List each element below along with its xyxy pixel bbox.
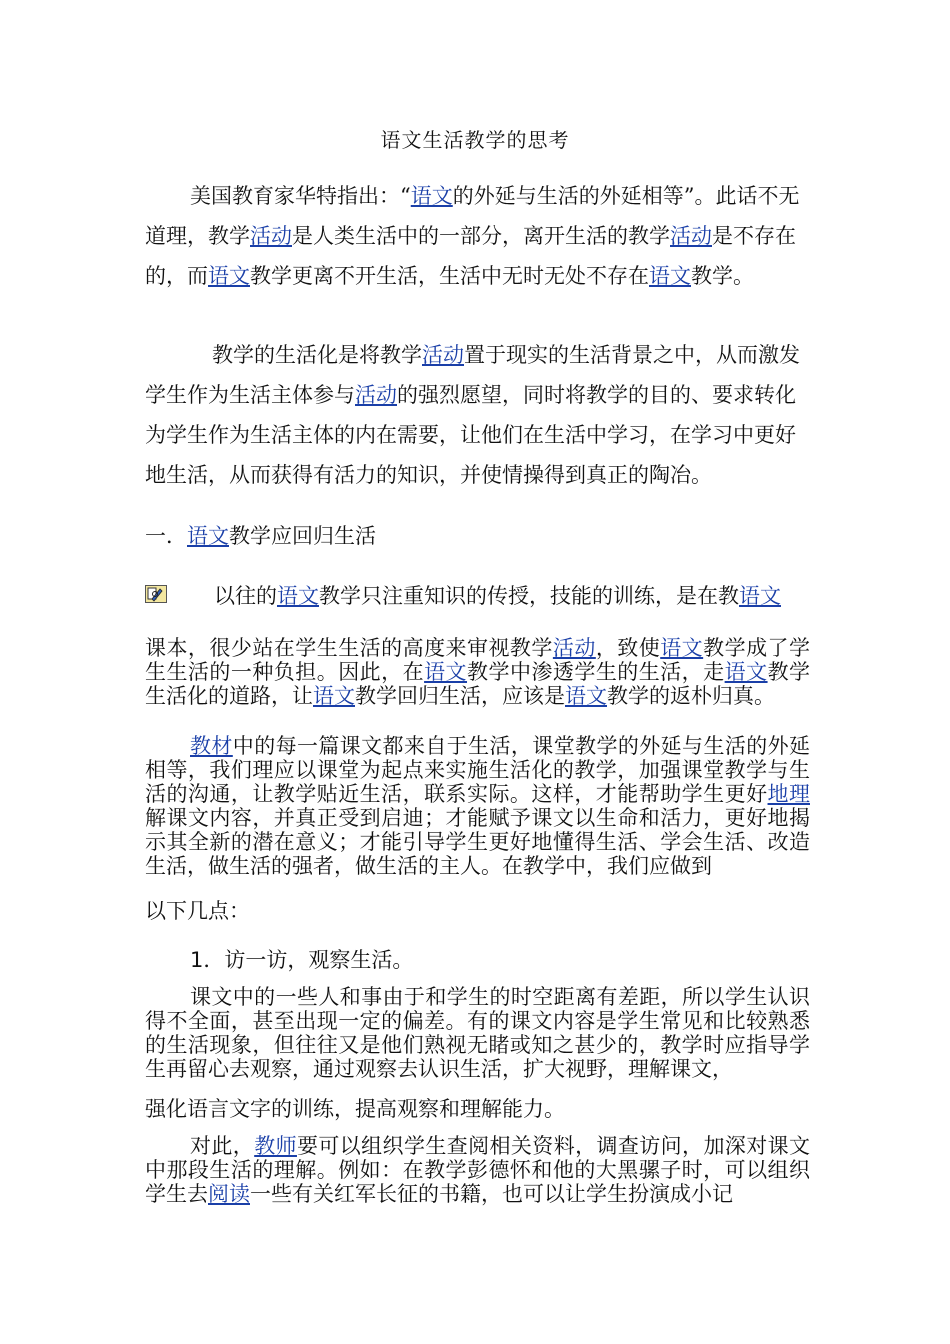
link-huodong[interactable]: 活动 [670, 224, 712, 248]
paragraph-textbook [145, 734, 810, 878]
paragraph-observe-end: 强化语言文字的训练，提高观察和理解能力。 [145, 1097, 565, 1121]
link-yuedu[interactable]: 阅读 [208, 1182, 250, 1206]
text-span: 一些有关红军长征的书籍，也可以让学生扮演成小记 [250, 1182, 733, 1206]
heading-number: 1 [190, 948, 204, 972]
link-jiaocai[interactable]: 教材 [190, 734, 233, 758]
text-span: 教学的返朴归真。 [607, 684, 775, 708]
link-huodong[interactable]: 活动 [422, 343, 464, 367]
link-yuwen[interactable]: 语文 [565, 684, 607, 708]
heading-number: 一． [145, 524, 187, 548]
paragraph-past-teaching-first-line [214, 579, 781, 613]
heading-text: ．访一访，观察生活。 [203, 948, 414, 972]
text-span: 的外延与生活的外延相等”。此话不无道理，教学 [145, 184, 800, 248]
pen-icon [146, 586, 166, 602]
link-huodong[interactable]: 活动 [355, 383, 397, 407]
text-span: 课本，很少站在学生生活的高度来审视教学 [145, 636, 553, 660]
text-span: 教学更离不开生活，生活中无时无处不存在 [250, 264, 649, 288]
text-span: 教学回归生活，应该是 [355, 684, 565, 708]
text-span: 教学中渗透学生的生活，走 [467, 660, 725, 684]
text-span: ，致使 [595, 636, 661, 660]
text-span: 解课文内容，并真正受到启迪；才能赋予课文以生命和活力，更好地揭示其全新的潜在意义；才能引导学生更好地懂得生活、学会生活、改造生活，做生活的强者，做生活的主人。在教学中，我们应做到 [145, 806, 810, 878]
link-yuwen[interactable]: 语文 [724, 660, 768, 684]
text-span: 要可以组织学生查阅相关资料，调查访问，加深对课文中那段生活的理解。例如：在教学彭德怀和他的大黑骡子时，可以组织学生去 [145, 1134, 811, 1206]
link-dili[interactable]: 地理 [767, 782, 810, 806]
text-span: 是人类生活中的一部分，离开生活的教学 [292, 224, 670, 248]
paragraph-example [145, 1134, 810, 1206]
link-yuwen[interactable]: 语文 [424, 660, 468, 684]
document-title: 语文生活教学的思考 [380, 128, 570, 152]
text-span: 教学成了学生生活的一种负担。因此，在 [145, 636, 811, 684]
paragraph-past-teaching [145, 636, 810, 708]
text-span: 教学只注重知识的传授，技能的训练，是在教 [319, 584, 739, 608]
link-yuwen[interactable]: 语文 [660, 636, 704, 660]
embedded-object-icon[interactable] [145, 585, 167, 603]
text-span: 教学。 [691, 264, 754, 288]
link-huodong[interactable]: 活动 [552, 636, 596, 660]
paragraph-life-teaching [145, 335, 810, 495]
text-span: 中的每一篇课文都来自于生活，课堂教学的外延与生活的外延相等，我们理应以课堂为起点来实施生活化的教学，加强课堂教学与生活的沟通，让教学贴近生活，联系实际。这样，才能帮助学生更好 [145, 734, 811, 806]
link-yuwen[interactable]: 语文 [313, 684, 355, 708]
text-span: 美国教育家华特指出：“ [190, 184, 411, 208]
link-yuwen[interactable]: 语文 [208, 264, 250, 288]
text-span: 以往的 [214, 584, 277, 608]
text-span: 教学生活化的道路，让 [145, 660, 811, 708]
text-span: 的强烈愿望，同时将教学的目的、要求转化为学生作为生活主体的内在需要，让他们在生活中学习，在学习中更好地生活，从而获得有活力的知识，并使情操得到真正的陶冶。 [145, 383, 796, 487]
heading-text: 教学应回归生活 [229, 524, 376, 548]
link-yuwen[interactable]: 语文 [410, 184, 453, 208]
link-yuwen[interactable]: 语文 [277, 584, 319, 608]
section-heading-2 [190, 944, 413, 976]
link-yuwen[interactable]: 语文 [739, 584, 781, 608]
text-span: 是不存在的，而 [145, 224, 796, 288]
link-jiaoshi[interactable]: 教师 [254, 1134, 297, 1158]
text-span: 置于现实的生活背景之中，从而激发学生作为生活主体参与 [145, 343, 800, 407]
link-yuwen[interactable]: 语文 [649, 264, 691, 288]
paragraph-intro [145, 176, 810, 296]
text-span: 对此， [190, 1134, 255, 1158]
text-span: 教学的生活化是将教学 [212, 343, 422, 367]
link-huodong[interactable]: 活动 [250, 224, 292, 248]
link-yuwen[interactable]: 语文 [187, 524, 229, 548]
paragraph-textbook-end: 以下几点： [145, 899, 250, 923]
paragraph-observe: 课文中的一些人和事由于和学生的时空距离有差距，所以学生认识得不全面，甚至出现一定的偏差。有的课文内容是学生常见和比较熟悉的生活现象，但往往又是他们熟视无睹或知之甚少的，教学时应指导学生再留心去观察，通过观察去认识生活，扩大视野，理解课文， [145, 985, 810, 1081]
section-heading-1 [145, 520, 376, 552]
